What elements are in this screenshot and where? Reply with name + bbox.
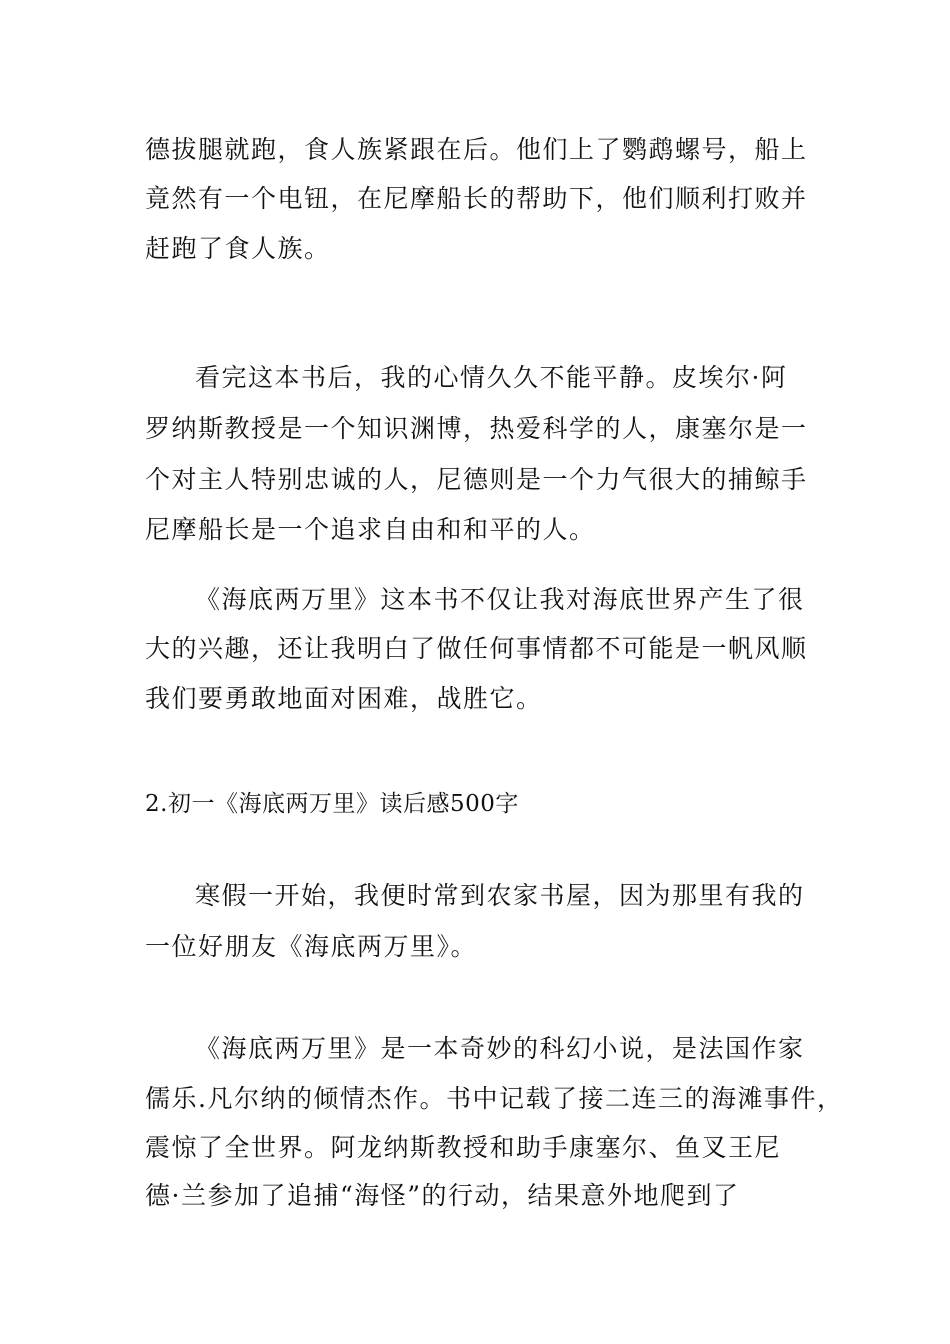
paragraph-3-line-3: 我们要勇敢地面对困难，战胜它。 xyxy=(145,684,543,713)
paragraph-5-line-1: 《海底两万里》是一本奇妙的科幻小说，是法国作家 xyxy=(195,1034,805,1063)
paragraph-5-line-4: 德·兰参加了追捕“海怪”的行动，结果意外地爬到了 xyxy=(145,1181,740,1210)
paragraph-2-line-3: 个对主人特别忠诚的人，尼德则是一个力气很大的捕鲸手 xyxy=(145,465,808,494)
paragraph-5-line-3: 震惊了全世界。阿龙纳斯教授和助手康塞尔、鱼叉王尼 xyxy=(145,1133,782,1162)
paragraph-3-line-2: 大的兴趣，还让我明白了做任何事情都不可能是一帆风顺 xyxy=(145,634,808,663)
section-heading: 2.初一《海底两万里》读后感500字 xyxy=(145,791,519,817)
paragraph-2-line-1: 看完这本书后，我的心情久久不能平静。皮埃尔·阿 xyxy=(195,363,788,392)
paragraph-4-line-1: 寒假一开始，我便时常到农家书屋，因为那里有我的 xyxy=(195,881,805,910)
paragraph-1-line-1: 德拔腿就跑，食人族紧跟在后。他们上了鹦鹉螺号，船上 xyxy=(145,135,808,164)
paragraph-2-line-2: 罗纳斯教授是一个知识渊博，热爱科学的人，康塞尔是一 xyxy=(145,414,808,443)
paragraph-2-line-4: 尼摩船长是一个追求自由和和平的人。 xyxy=(145,515,596,544)
paragraph-4-line-2: 一位好朋友《海底两万里》。 xyxy=(145,932,478,961)
paragraph-1-line-3: 赶跑了食人族。 xyxy=(145,234,331,263)
paragraph-1-line-2: 竟然有一个电钮，在尼摩船长的帮助下，他们顺利打败并 xyxy=(145,184,808,213)
paragraph-3-line-1: 《海底两万里》这本书不仅让我对海底世界产生了很 xyxy=(195,585,805,614)
paragraph-5-line-2: 儒乐.凡尔纳的倾情杰作。书中记载了接二连三的海滩事件， xyxy=(145,1084,844,1113)
